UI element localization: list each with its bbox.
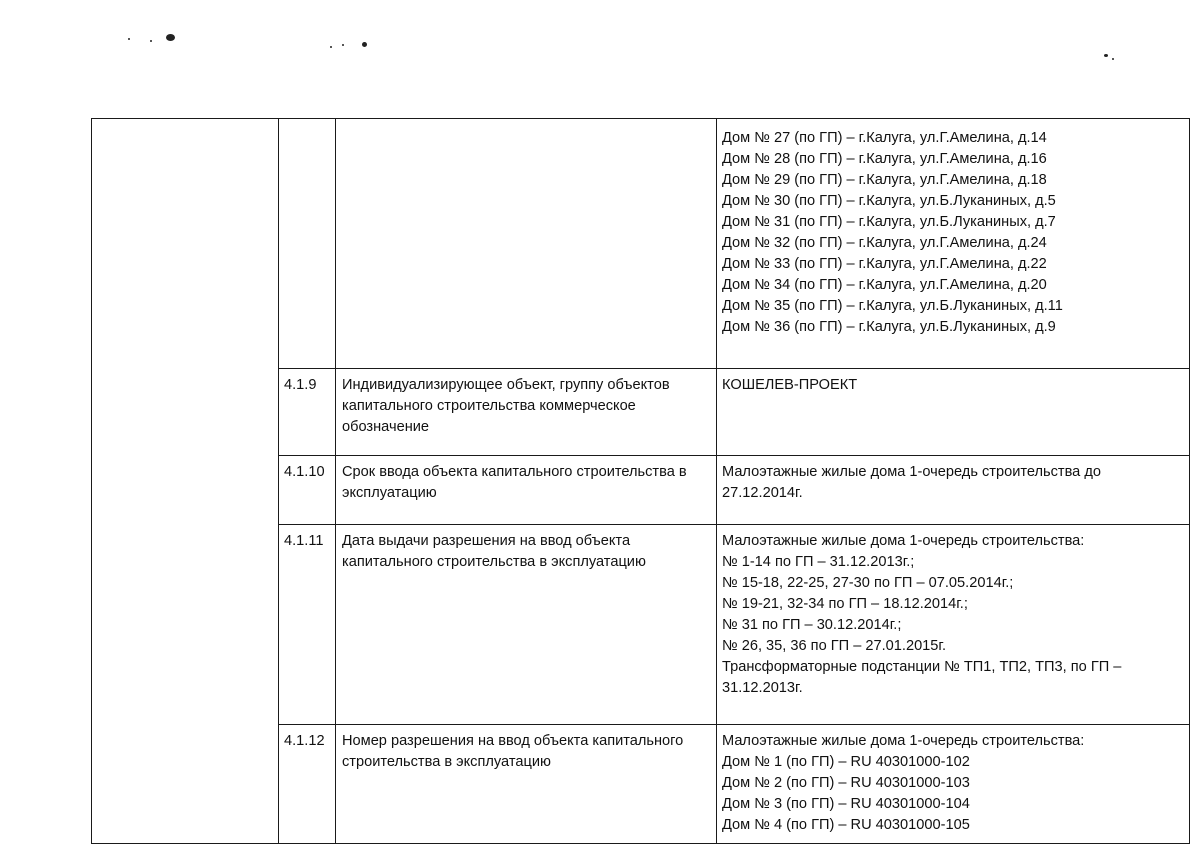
address-list-cell xyxy=(717,119,1190,369)
value-line: № 1-14 по ГП – 31.12.2013г.; xyxy=(722,554,915,570)
row-number: 4.1.9 xyxy=(279,369,336,456)
address-line: Дом № 33 (по ГП) – г.Калуга, ул.Г.Амелина, д.22 xyxy=(722,256,1047,272)
address-line: Дом № 34 (по ГП) – г.Калуга, ул.Г.Амелина, д.20 xyxy=(722,277,1047,293)
value-line: Дом № 1 (по ГП) – RU 40301000-102 xyxy=(722,754,970,770)
scan-speck xyxy=(1104,54,1108,57)
address-line: Дом № 28 (по ГП) – г.Калуга, ул.Г.Амелина, д.16 xyxy=(722,151,1047,167)
value-line: Малоэтажные жилые дома 1-очередь строительства до 27.12.2014г. xyxy=(722,464,1101,501)
scan-speck xyxy=(128,38,130,40)
scan-speck xyxy=(1112,58,1114,60)
value-line: Дом № 3 (по ГП) – RU 40301000-104 xyxy=(722,796,970,812)
row-label: Дата выдачи разрешения на ввод объекта капитального строительства в эксплуатацию xyxy=(336,525,717,725)
address-line: Дом № 32 (по ГП) – г.Калуга, ул.Г.Амелина, д.24 xyxy=(722,235,1047,251)
scan-speck xyxy=(330,46,332,48)
address-line: Дом № 35 (по ГП) – г.Калуга, ул.Б.Луканиных, д.11 xyxy=(722,298,1063,314)
row-label: Индивидуализирующее объект, группу объектов капитального строительства коммерческое обозначение xyxy=(336,369,717,456)
address-line: Дом № 29 (по ГП) – г.Калуга, ул.Г.Амелина, д.18 xyxy=(722,172,1047,188)
row-value xyxy=(717,525,1190,725)
value-line: Дом № 4 (по ГП) – RU 40301000-105 xyxy=(722,817,970,833)
value-line: Малоэтажные жилые дома 1-очередь строительства: xyxy=(722,533,1085,549)
row-number: 4.1.11 xyxy=(279,525,336,725)
row-label: Номер разрешения на ввод объекта капитального строительства в эксплуатацию xyxy=(336,725,717,844)
value-line: № 15-18, 22-25, 27-30 по ГП – 07.05.2014г.; xyxy=(722,575,1014,591)
value-line: № 26, 35, 36 по ГП – 27.01.2015г. xyxy=(722,638,947,654)
num-cell xyxy=(279,119,336,369)
row-number: 4.1.12 xyxy=(279,725,336,844)
scan-speck xyxy=(342,44,344,46)
scan-speck xyxy=(166,34,175,41)
row-number: 4.1.10 xyxy=(279,456,336,525)
row-value xyxy=(717,725,1190,844)
address-line: Дом № 31 (по ГП) – г.Калуга, ул.Б.Луканиных, д.7 xyxy=(722,214,1056,230)
row-value xyxy=(717,369,1190,456)
scan-speck xyxy=(362,42,367,47)
value-line: № 19-21, 32-34 по ГП – 18.12.2014г.; xyxy=(722,596,968,612)
address-line: Дом № 36 (по ГП) – г.Калуга, ул.Б.Луканиных, д.9 xyxy=(722,319,1056,335)
address-line: Дом № 27 (по ГП) – г.Калуга, ул.Г.Амелина, д.14 xyxy=(722,130,1047,146)
row-value xyxy=(717,456,1190,525)
left-blank-cell xyxy=(92,119,279,844)
address-line: Дом № 30 (по ГП) – г.Калуга, ул.Б.Луканиных, д.5 xyxy=(722,193,1056,209)
document-table xyxy=(91,118,1190,844)
table-row xyxy=(92,119,1190,369)
value-line: КОШЕЛЕВ-ПРОЕКТ xyxy=(722,377,858,393)
scan-speck xyxy=(150,40,152,42)
value-line: Малоэтажные жилые дома 1-очередь строительства: xyxy=(722,733,1085,749)
value-line: Дом № 2 (по ГП) – RU 40301000-103 xyxy=(722,775,970,791)
value-line: № 31 по ГП – 30.12.2014г.; xyxy=(722,617,902,633)
label-cell xyxy=(336,119,717,369)
row-label: Срок ввода объекта капитального строительства в эксплуатацию xyxy=(336,456,717,525)
value-line: Трансформаторные подстанции № ТП1, ТП2, ТП3, по ГП – 31.12.2013г. xyxy=(722,659,1122,696)
